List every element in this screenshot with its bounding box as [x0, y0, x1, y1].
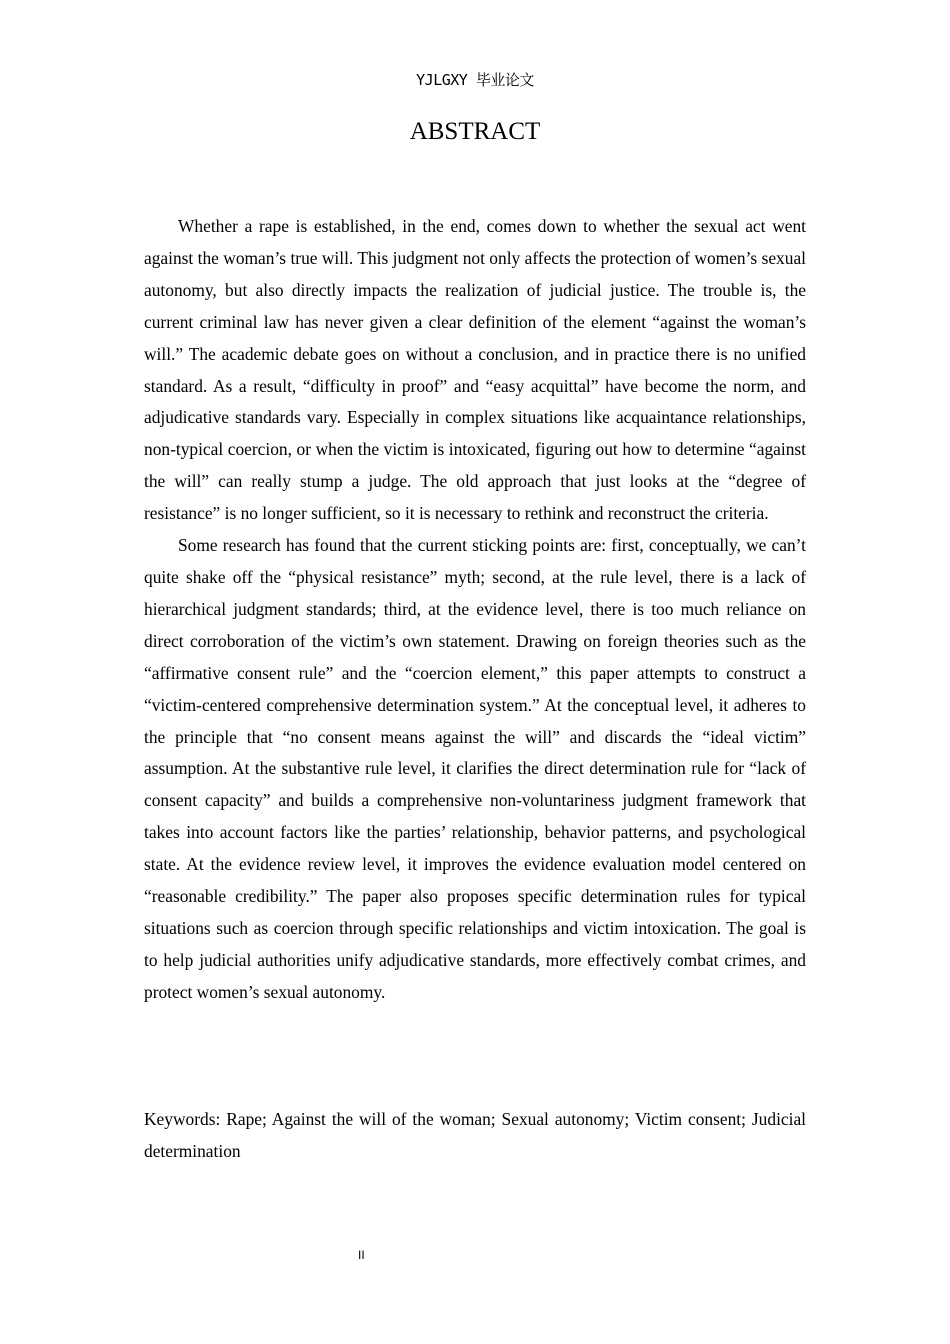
running-header: YJLGXY 毕业论文: [416, 71, 534, 89]
page-number: II: [358, 1248, 365, 1262]
keywords: Keywords: Rape; Against the will of the woman; Sexual autonomy; Victim consent; Judicial determination: [144, 1109, 806, 1161]
abstract-title: ABSTRACT: [409, 118, 541, 145]
abstract-body: [144, 211, 806, 1009]
abstract-paragraph-2: Some research has found that the current sticking points are: first, conceptually, we can’t quite shake off the “physical resistance” myth; second, at the rule level, there is a lack of hierarchical judgment standards; third, at the evidence level, there is too much reliance on direct corroboration of the victim’s own statement. Drawing on foreign theories such as the “affirmative consent rule” and the “coercion element,” this paper attempts to construct a “victim-centered comprehensive determination system.” At the conceptual level, it adheres to the principle that “no consent means against the will” and discards the “ideal victim” assumption. At the substantive rule level, it clarifies the direct determination rule for “lack of consent capacity” and builds a comprehensive non-voluntariness judgment framework that takes into account factors like the parties’ relationship, behavior patterns, and psychological state. At the evidence review level, it improves the evidence evaluation model centered on “reasonable credibility.” The paper also proposes specific determination rules for typical situations such as coercion through specific relationships and victim intoxication. The goal is to help judicial authorities unify adjudicative standards, more effectively combat crimes, and protect women’s sexual autonomy.: [144, 535, 806, 1002]
abstract-paragraph-1: Whether a rape is established, in the end, comes down to whether the sexual act went against the woman’s true will. This judgment not only affects the protection of women’s sexual autonomy, but also directly impacts the realization of judicial justice. The trouble is, the current criminal law has never given a clear definition of the element “against the woman’s will.” The academic debate goes on without a conclusion, and in practice there is no unified standard. As a result, “difficulty in proof” and “easy acquittal” have become the norm, and adjudicative standards vary. Especially in complex situations like acquaintance relationships, non-typical coercion, or when the victim is intoxicated, figuring out how to determine “against the will” can really stump a judge. The old approach that just looks at the “degree of resistance” is no longer sufficient, so it is necessary to rethink and reconstruct the criteria.: [144, 216, 806, 524]
